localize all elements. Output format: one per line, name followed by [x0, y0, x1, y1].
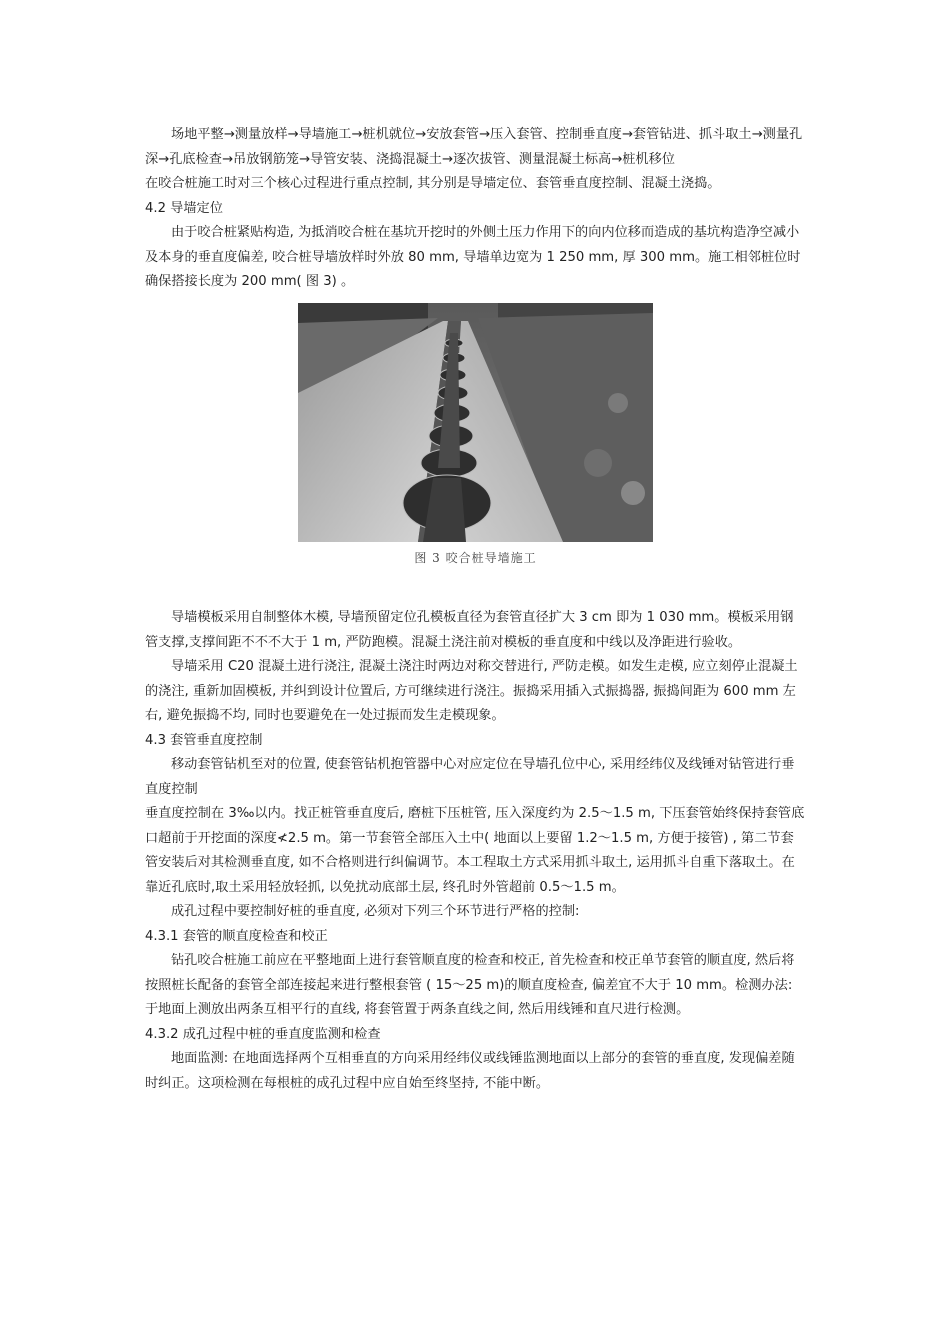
text-block-bottom	[145, 606, 805, 1096]
straightness-paragraph: 钻孔咬合桩施工前应在平整地面上进行套管顺直度的检查和校正, 首先检查和校正单节套管的顺直度, 然后将按照桩长配备的套管全部连接起来进行整根套管 ( 15～25 m)的顺直度检查, 偏差宜不大于 10 mm。检测办法: 于地面上测放出两条互相平行的直线, 将套管置于两条直线之间, 然后用线锤和直尺进行检测。	[145, 953, 795, 1017]
ground-monitoring-paragraph: 地面监测: 在地面选择两个互相垂直的方向采用经纬仪或线锤监测地面以上部分的套管的垂直度, 发现偏差随时纠正。这项检测在每根桩的成孔过程中应自始至终坚持, 不能中断。	[145, 1051, 795, 1091]
verticality-paragraph: 垂直度控制在 3‰以内。找正桩管垂直度后, 磨桩下压桩管, 压入深度约为 2.5～1.5 m, 下压套管始终保持套管底口超前于开挖面的深度≮2.5 m。第一节套管全部压入土中( 地面以上要留 1.2～1.5 m, 方便于接管) , 第二节套管安装后对其检测垂直度, 如不合格则进行纠偏调节。本工程取土方式采用抓斗取土, 运用抓斗自重下落取土。在靠近孔底时,取土采用轻放轻抓, 以免扰动底部土层, 终孔时外管超前 0.5～1.5 m。	[145, 806, 805, 895]
section-heading-4-3: 4.3 套管垂直度控制	[145, 732, 263, 748]
core-process-paragraph: 在咬合桩施工时对三个核心过程进行重点控制, 其分别是导墙定位、套管垂直度控制、混凝土浇捣。	[145, 176, 721, 191]
section-heading-4-3-2: 4.3.2 成孔过程中桩的垂直度监测和检查	[145, 1026, 381, 1042]
guide-wall-paragraph: 由于咬合桩紧贴构造, 为抵消咬合桩在基坑开挖时的外侧土压力作用下的向内位移而造成的基坑构造净空减小及本身的垂直度偏差, 咬合桩导墙放样时外放 80 mm, 导墙单边宽为 1 250 mm, 厚 300 mm。施工相邻桩位时确保搭接长度为 200 mm( 图 3) 。	[145, 225, 801, 289]
section-heading-4-2: 4.2 导墙定位	[145, 200, 223, 216]
concrete-pour-paragraph: 导墙采用 C20 混凝土进行浇注, 混凝土浇注时两边对称交替进行, 严防走模。如发生走模, 应立刻停止混凝土的浇注, 重新加固模板, 并纠到设计位置后, 方可继续进行浇注。振捣采用插入式振捣器, 振捣间距为 600 mm 左右, 避免振捣不均, 同时也要避免在一处过振而发生走模现象。	[145, 659, 798, 723]
casing-position-paragraph: 移动套管钻机至对的位置, 使套管钻机抱管器中心对应定位在导墙孔位中心, 采用经纬仪及线锤对钻管进行垂直度控制	[145, 757, 795, 797]
text-block-top	[145, 123, 805, 295]
figure-caption: 图 3 咬合桩导墙施工	[414, 551, 537, 565]
guide-wall-photo	[298, 303, 653, 542]
guide-wall-photo-image	[298, 303, 653, 542]
formwork-paragraph: 导墙模板采用自制整体木模, 导墙预留定位孔模板直径为套管直径扩大 3 cm 即为 1 030 mm。模板采用钢管支撑,支撑间距不不不大于 1 m, 严防跑模。混凝土浇注前对模板的垂直度和中线以及净距进行验收。	[145, 610, 794, 650]
section-heading-4-3-1: 4.3.1 套管的顺直度检查和校正	[145, 928, 328, 944]
three-steps-paragraph: 成孔过程中要控制好桩的垂直度, 必须对下列三个环节进行严格的控制:	[171, 904, 580, 919]
process-flow-paragraph: 场地平整→测量放样→导墙施工→桩机就位→安放套管→压入套管、控制垂直度→套管钻进、抓斗取土→测量孔深→孔底检查→吊放钢筋笼→导管安装、浇捣混凝土→逐次拔管、测量混凝土标高→桩机移位	[145, 127, 803, 167]
